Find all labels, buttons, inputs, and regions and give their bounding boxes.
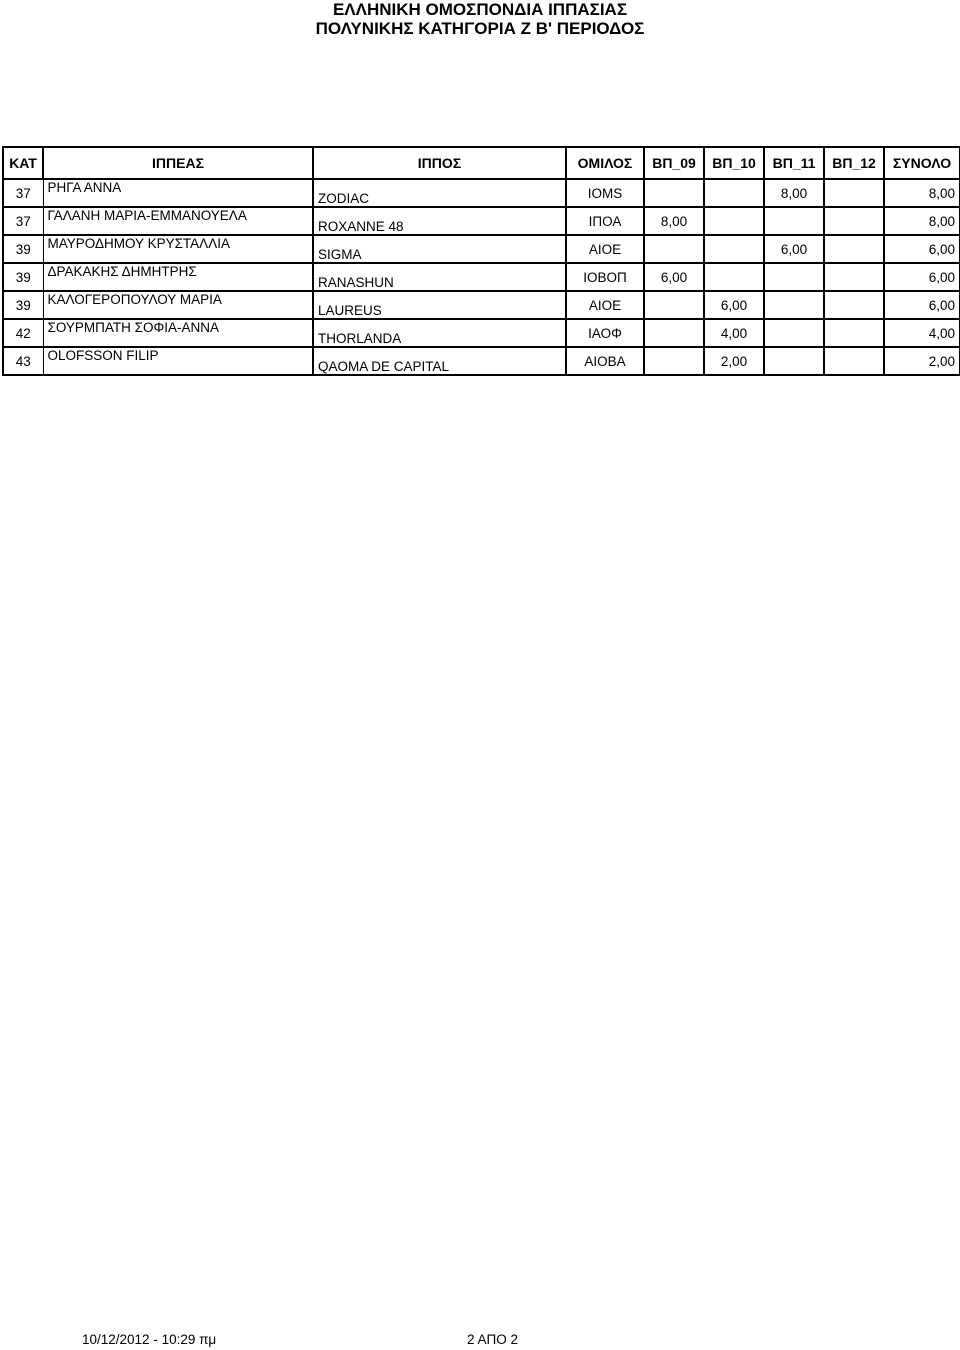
table-row <box>3 207 960 235</box>
horse-cell: LAUREUS <box>313 291 566 319</box>
horse-cell: THORLANDA <box>313 319 566 347</box>
club-cell: ΑΙΟΕ <box>566 291 644 319</box>
horse-cell: ZODIAC <box>313 179 566 207</box>
column-header-rider: ΙΠΠΕΑΣ <box>43 147 313 179</box>
kat-cell: 43 <box>3 347 43 375</box>
column-header-bp11: ΒΠ_11 <box>764 147 824 179</box>
total-cell: 6,00 <box>884 291 960 319</box>
club-cell: ΑΙΟΒΑ <box>566 347 644 375</box>
rider-cell: ΔΡΑΚΑΚΗΣ ΔΗΜΗΤΡΗΣ <box>43 263 313 291</box>
horse-cell: SIGMA <box>313 235 566 263</box>
column-header-horse: ΙΠΠΟΣ <box>313 147 566 179</box>
bp10-cell <box>704 263 764 291</box>
bp10-cell: 4,00 <box>704 319 764 347</box>
rider-cell: OLOFSSON FILIP <box>43 347 313 375</box>
club-cell: IOMS <box>566 179 644 207</box>
column-header-bp09: ΒΠ_09 <box>644 147 704 179</box>
column-header-total: ΣΥΝΟΛΟ <box>884 147 960 179</box>
club-cell: ΑΙΟΕ <box>566 235 644 263</box>
rider-cell: ΓΑΛΑΝΗ ΜΑΡΙΑ-ΕΜΜΑΝΟΥΕΛΑ <box>43 207 313 235</box>
bp11-cell <box>764 347 824 375</box>
bp12-cell <box>824 319 884 347</box>
table-row <box>3 347 960 375</box>
bp09-cell <box>644 179 704 207</box>
bp10-cell <box>704 235 764 263</box>
bp12-cell <box>824 263 884 291</box>
bp09-cell <box>644 291 704 319</box>
rider-cell: ΡΗΓΑ ΑΝΝΑ <box>43 179 313 207</box>
footer-timestamp: 10/12/2012 - 10:29 πμ <box>82 1332 217 1347</box>
bp09-cell <box>644 319 704 347</box>
rider-cell: ΜΑΥΡΟΔΗΜΟΥ ΚΡΥΣΤΑΛΛΙΑ <box>43 235 313 263</box>
rider-cell: ΚΑΛΟΓΕΡΟΠΟΥΛΟΥ ΜΑΡΙΑ <box>43 291 313 319</box>
horse-cell: QAOMA DE CAPITAL <box>313 347 566 375</box>
column-header-bp12: ΒΠ_12 <box>824 147 884 179</box>
kat-cell: 39 <box>3 235 43 263</box>
kat-cell: 39 <box>3 291 43 319</box>
bp10-cell: 2,00 <box>704 347 764 375</box>
bp11-cell: 8,00 <box>764 179 824 207</box>
results-table <box>2 146 960 376</box>
total-cell: 4,00 <box>884 319 960 347</box>
bp12-cell <box>824 347 884 375</box>
document-title: ΕΛΛΗΝΙΚΗ ΟΜΟΣΠΟΝΔΙΑ ΙΠΠΑΣΙΑΣ <box>332 0 628 19</box>
bp09-cell <box>644 235 704 263</box>
bp12-cell <box>824 179 884 207</box>
table-row <box>3 319 960 347</box>
bp11-cell <box>764 207 824 235</box>
club-cell: ΙΟΒΟΠ <box>566 263 644 291</box>
bp11-cell <box>764 319 824 347</box>
total-cell: 6,00 <box>884 263 960 291</box>
table-row <box>3 263 960 291</box>
kat-cell: 37 <box>3 179 43 207</box>
rider-cell: ΣΟΥΡΜΠΑΤΗ ΣΟΦΙΑ-ΑΝΝΑ <box>43 319 313 347</box>
kat-cell: 42 <box>3 319 43 347</box>
bp10-cell <box>704 179 764 207</box>
footer-page-number: 2 ΑΠΟ 2 <box>467 1332 519 1347</box>
horse-cell: RANASHUN <box>313 263 566 291</box>
table-row <box>3 291 960 319</box>
column-header-bp10: ΒΠ_10 <box>704 147 764 179</box>
document-subtitle: ΠΟΛΥΝΙΚΗΣ ΚΑΤΗΓΟΡΙΑ Ζ Β' ΠΕΡΙΟΔΟΣ <box>315 19 645 38</box>
club-cell: ΙΑΟΦ <box>566 319 644 347</box>
bp10-cell: 6,00 <box>704 291 764 319</box>
total-cell: 8,00 <box>884 179 960 207</box>
kat-cell: 39 <box>3 263 43 291</box>
column-header-club: ΟΜΙΛΟΣ <box>566 147 644 179</box>
table-row <box>3 235 960 263</box>
bp09-cell <box>644 347 704 375</box>
horse-cell: ROXANNE 48 <box>313 207 566 235</box>
total-cell: 2,00 <box>884 347 960 375</box>
bp09-cell: 8,00 <box>644 207 704 235</box>
club-cell: ΙΠΟΑ <box>566 207 644 235</box>
bp12-cell <box>824 235 884 263</box>
bp10-cell <box>704 207 764 235</box>
bp11-cell <box>764 263 824 291</box>
table-row <box>3 179 960 207</box>
total-cell: 8,00 <box>884 207 960 235</box>
bp09-cell: 6,00 <box>644 263 704 291</box>
kat-cell: 37 <box>3 207 43 235</box>
table-header-row <box>3 147 960 179</box>
bp11-cell: 6,00 <box>764 235 824 263</box>
total-cell: 6,00 <box>884 235 960 263</box>
bp12-cell <box>824 207 884 235</box>
bp11-cell <box>764 291 824 319</box>
bp12-cell <box>824 291 884 319</box>
column-header-kat: ΚΑΤ <box>3 147 43 179</box>
